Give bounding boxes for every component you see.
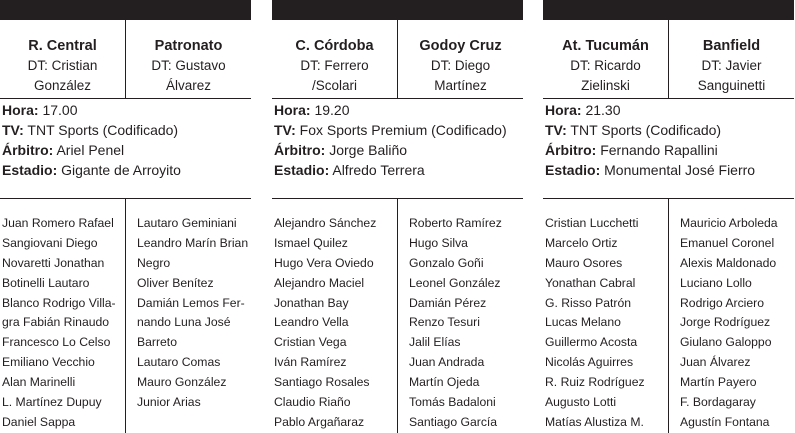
player-line: Mauricio Arboleda bbox=[680, 216, 778, 230]
player-line: Jonathan Bay bbox=[274, 295, 349, 310]
away-coach: DT: Diego Martínez bbox=[430, 58, 491, 93]
player-line: Giulano Galoppo bbox=[680, 335, 772, 350]
player-line: Blanco Rodrigo Villa- bbox=[2, 295, 116, 310]
arbitro-row: Árbitro: Ariel Penel bbox=[2, 142, 125, 158]
player-line: Marcelo Ortiz bbox=[545, 235, 618, 250]
player-line: G. Risso Patrón bbox=[545, 295, 632, 310]
team-divider bbox=[397, 20, 398, 98]
player-line: Alejandro Sánchez bbox=[274, 216, 377, 230]
player-line: Barreto bbox=[137, 335, 177, 350]
away-team-name: Banfield bbox=[702, 38, 761, 54]
away-team bbox=[669, 20, 794, 98]
divider-line bbox=[272, 98, 523, 99]
arbitro-row: Árbitro: Fernando Rapallini bbox=[545, 142, 718, 158]
player-line: Iván Ramírez bbox=[274, 355, 347, 370]
hora-row: Hora: 21.30 bbox=[545, 102, 621, 118]
player-line: Juan Romero Rafael bbox=[2, 216, 114, 230]
player-line: Juan Álvarez bbox=[680, 355, 751, 370]
player-line: gra Fabián Rinaudo bbox=[2, 315, 110, 330]
player-line: L. Martínez Dupuy bbox=[2, 395, 102, 410]
player-line: Martín Ojeda bbox=[409, 375, 480, 390]
player-line: Cristian Lucchetti bbox=[545, 216, 639, 230]
estadio-row: Estadio: Monumental José Fierro bbox=[545, 162, 756, 178]
home-coach: DT: Ferrero /Scolari bbox=[300, 58, 369, 93]
player-line: Leandro Marín Brian bbox=[137, 235, 249, 250]
player-line: Negro bbox=[137, 255, 171, 270]
player-line: Santiago Rosales bbox=[274, 375, 370, 390]
match-info bbox=[2, 100, 251, 180]
player-line: Lucas Melano bbox=[545, 315, 621, 330]
match-header-bar bbox=[0, 0, 251, 20]
player-line: Lautaro Geminiani bbox=[137, 216, 237, 230]
home-lineup bbox=[2, 214, 127, 433]
player-line: Nicolás Aguirres bbox=[545, 355, 634, 370]
match-info bbox=[545, 100, 794, 180]
player-line: Pablo Argañaraz bbox=[274, 414, 365, 429]
player-line: Alexis Maldonado bbox=[680, 255, 777, 270]
player-line: Claudio Riaño bbox=[274, 395, 351, 410]
player-line: Alan Marinelli bbox=[2, 375, 76, 390]
home-team-name: C. Córdoba bbox=[295, 38, 374, 54]
away-coach: DT: Gustavo Álvarez bbox=[151, 58, 226, 93]
player-line: Gonzalo Goñi bbox=[409, 255, 484, 270]
away-team-name: Patronato bbox=[154, 38, 223, 54]
match-info bbox=[274, 100, 523, 180]
tv-row: TV: TNT Sports (Codificado) bbox=[545, 122, 722, 138]
match-header-bar bbox=[543, 0, 794, 20]
player-line: Damián Lemos Fer- bbox=[137, 295, 245, 310]
player-line: Luciano Lollo bbox=[680, 275, 752, 290]
player-line: Jorge Rodríguez bbox=[680, 315, 771, 330]
match-card-rosario-patronato bbox=[0, 0, 251, 433]
player-line: Novaretti Jonathan bbox=[2, 255, 105, 270]
divider-line bbox=[0, 98, 251, 99]
player-line: Hugo Silva bbox=[409, 235, 468, 250]
team-divider bbox=[125, 20, 126, 98]
away-team bbox=[398, 20, 523, 98]
home-coach: DT: Cristian González bbox=[27, 58, 98, 93]
home-lineup bbox=[274, 214, 399, 433]
away-lineup bbox=[137, 214, 262, 413]
arbitro-row: Árbitro: Jorge Baliño bbox=[274, 142, 408, 158]
team-divider bbox=[668, 20, 669, 98]
home-lineup bbox=[545, 214, 670, 433]
home-coach: DT: Ricardo Zielinski bbox=[570, 58, 641, 93]
player-line: Jalil Elías bbox=[409, 335, 461, 350]
player-line: Santiago García bbox=[409, 414, 498, 429]
player-line: Mauro González bbox=[137, 375, 227, 390]
away-lineup bbox=[409, 214, 534, 433]
tv-row: TV: Fox Sports Premium (Codificado) bbox=[274, 122, 507, 138]
home-team bbox=[543, 20, 668, 98]
player-line: Rodrigo Arciero bbox=[680, 295, 764, 310]
player-line: Renzo Tesuri bbox=[409, 315, 480, 330]
player-line: Leonel González bbox=[409, 275, 501, 290]
estadio-row: Estadio: Alfredo Terrera bbox=[274, 162, 425, 178]
tv-row: TV: TNT Sports (Codificado) bbox=[2, 122, 179, 138]
player-line: F. Bordagaray bbox=[680, 395, 756, 410]
home-team bbox=[272, 20, 397, 98]
player-line: Hugo Vera Oviedo bbox=[274, 255, 374, 270]
player-line: Ismael Quilez bbox=[274, 235, 348, 250]
player-line: Juan Andrada bbox=[409, 355, 485, 370]
home-team-name: R. Central bbox=[28, 38, 97, 54]
player-line: Roberto Ramírez bbox=[409, 216, 502, 230]
player-line: R. Ruiz Rodríguez bbox=[545, 375, 645, 390]
player-line: Yonathan Cabral bbox=[545, 275, 636, 290]
estadio-row: Estadio: Gigante de Arroyito bbox=[2, 162, 181, 178]
player-line: Sangiovani Diego bbox=[2, 235, 98, 250]
player-line: Daniel Sappa bbox=[2, 414, 76, 429]
player-line: Emanuel Coronel bbox=[680, 235, 775, 250]
divider-line bbox=[543, 98, 794, 99]
match-card-tucuman-banfield bbox=[543, 0, 794, 433]
player-line: Augusto Lotti bbox=[545, 395, 617, 410]
away-team-name: Godoy Cruz bbox=[419, 38, 502, 54]
player-line: Botinelli Lautaro bbox=[2, 275, 90, 290]
player-line: Junior Arias bbox=[137, 395, 201, 410]
hora-row: Hora: 17.00 bbox=[2, 102, 78, 118]
away-lineup bbox=[680, 214, 795, 433]
player-line: Oliver Benítez bbox=[137, 275, 214, 290]
player-line: Mauro Osores bbox=[545, 255, 623, 270]
player-line: Leandro Vella bbox=[274, 315, 349, 330]
match-card-cordoba-godoycruz bbox=[272, 0, 523, 433]
player-line: Guillermo Acosta bbox=[545, 335, 638, 350]
player-line: nando Luna José bbox=[137, 315, 231, 330]
hora-row: Hora: 19.20 bbox=[274, 102, 350, 118]
away-coach: DT: Javier Sanguinetti bbox=[697, 58, 766, 93]
player-line: Agustín Fontana bbox=[680, 414, 770, 429]
player-line: Damián Pérez bbox=[409, 295, 487, 310]
player-line: Alejandro Maciel bbox=[274, 275, 365, 290]
player-line: Matías Alustiza M. bbox=[545, 414, 644, 429]
player-line: Emiliano Vecchio bbox=[2, 355, 95, 370]
home-team bbox=[0, 20, 125, 98]
player-line: Cristian Vega bbox=[274, 335, 347, 350]
player-line: Martín Payero bbox=[680, 375, 757, 390]
match-header-bar bbox=[272, 0, 523, 20]
player-line: Francesco Lo Celso bbox=[2, 335, 111, 350]
home-team-name: At. Tucumán bbox=[562, 38, 649, 54]
player-line: Lautaro Comas bbox=[137, 355, 221, 370]
away-team bbox=[126, 20, 251, 98]
player-line: Tomás Badaloni bbox=[409, 395, 496, 410]
